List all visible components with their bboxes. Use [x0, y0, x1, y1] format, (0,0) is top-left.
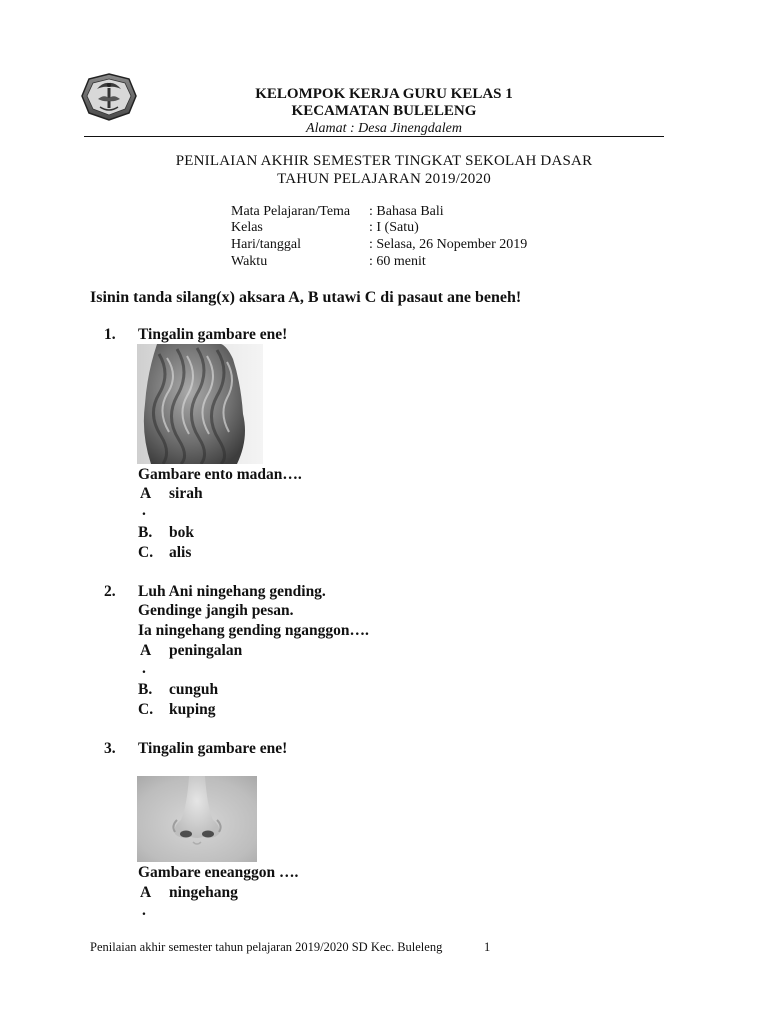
question-2-line1: Luh Ani ningehang gending. — [138, 583, 326, 600]
class-label: Kelas — [231, 220, 263, 235]
header-divider — [84, 136, 664, 137]
subject-value: : Bahasa Bali — [369, 204, 444, 219]
question-2-option-c-label[interactable]: C. — [138, 701, 154, 718]
question-2-option-a-dot: . — [142, 660, 146, 677]
date-value: : Selasa, 26 Nopember 2019 — [369, 237, 528, 252]
question-1-option-b-text[interactable]: bok — [169, 524, 194, 541]
question-2-line3: Ia ningehang gending nganggon…. — [138, 622, 369, 639]
question-3-prompt: Gambare eneanggon …. — [138, 864, 299, 881]
question-1-text: Tingalin gambare ene! — [138, 326, 288, 343]
question-1-option-c-label[interactable]: C. — [138, 544, 154, 561]
question-2-option-b-label[interactable]: B. — [138, 681, 153, 698]
question-2-number: 2. — [104, 583, 116, 600]
question-2-option-b-text[interactable]: cunguh — [169, 681, 219, 698]
header-org-line2: KECAMATAN BULELENG — [291, 103, 477, 119]
question-2-line2: Gendinge jangih pesan. — [138, 602, 294, 619]
time-label: Waktu — [231, 254, 268, 269]
exam-title-line1: PENILAIAN AKHIR SEMESTER TINGKAT SEKOLAH DASAR — [175, 153, 593, 169]
date-label: Hari/tanggal — [231, 237, 301, 252]
tut-wuri-handayani-logo-icon — [80, 72, 138, 122]
footer-text: Penilaian akhir semester tahun pelajaran 2019/2020 SD Kec. Buleleng — [90, 940, 443, 954]
question-3-option-a-label[interactable]: A — [140, 884, 152, 901]
header-address: Alamat : Desa Jinengdalem — [306, 121, 462, 136]
header-org-line1: KELOMPOK KERJA GURU KELAS 1 — [255, 86, 513, 102]
question-1-number: 1. — [104, 326, 116, 343]
question-2-option-a-text[interactable]: peningalan — [169, 642, 243, 659]
question-3-text: Tingalin gambare ene! — [138, 740, 288, 757]
question-1-prompt: Gambare ento madan…. — [138, 466, 302, 483]
question-1-option-a-dot: . — [142, 502, 146, 519]
question-1-option-b-label[interactable]: B. — [138, 524, 153, 541]
question-1-option-a-text[interactable]: sirah — [169, 485, 203, 502]
question-1-option-a-label[interactable]: A — [140, 485, 152, 502]
question-2-option-c-text[interactable]: kuping — [169, 701, 216, 718]
nose-photo — [137, 776, 257, 862]
time-value: : 60 menit — [369, 254, 426, 269]
exam-title-line2: TAHUN PELAJARAN 2019/2020 — [277, 171, 491, 187]
question-3-option-a-dot: . — [142, 902, 146, 919]
question-1-option-c-text[interactable]: alis — [169, 544, 192, 561]
subject-label: Mata Pelajaran/Tema — [231, 204, 351, 219]
question-2-option-a-label[interactable]: A — [140, 642, 152, 659]
class-value: : I (Satu) — [369, 220, 419, 235]
question-3-option-a-text[interactable]: ningehang — [169, 884, 238, 901]
question-3-number: 3. — [104, 740, 116, 757]
instruction: Isinin tanda silang(x) aksara A, B utawi C di pasaut ane beneh! — [90, 289, 522, 306]
page-number: 1 — [484, 940, 491, 954]
wavy-hair-photo — [137, 344, 263, 464]
